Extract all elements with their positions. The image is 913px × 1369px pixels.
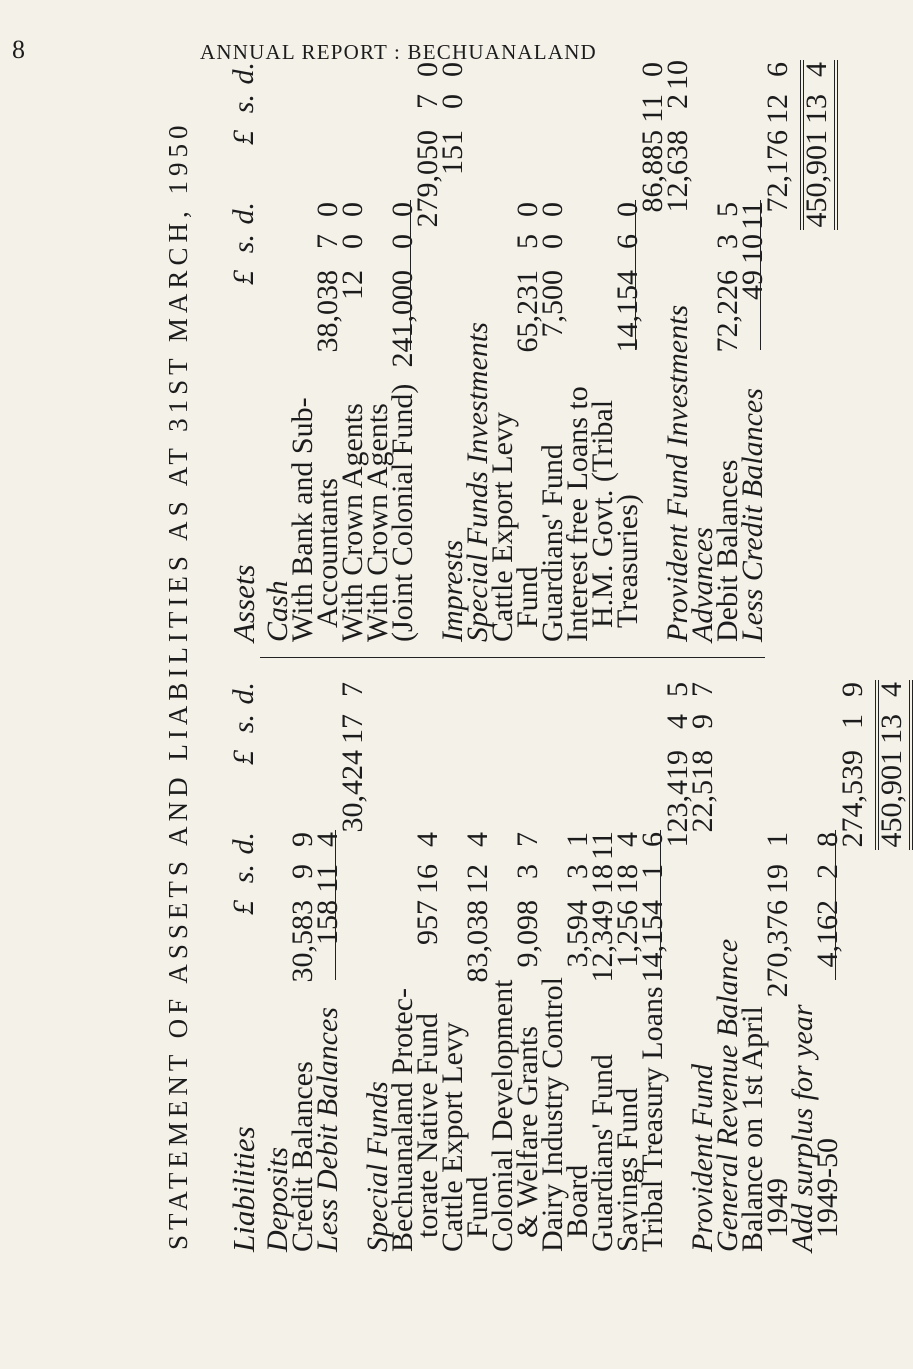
amount-pounds: 274,539 [836,750,869,848]
amount-shillings: 0 [536,234,569,249]
amount-pounds: 86,885 [636,130,669,213]
statement-table [155,30,908,1270]
amount-pounds: 123,419 [661,750,694,848]
row-label: Special Funds Investments [461,322,494,642]
amount-pence: 6 [636,832,669,847]
amount-shillings: 0 [386,234,419,249]
grand-total-rule [909,680,910,850]
amount-pence: 4 [411,832,444,847]
currency-shillings-header: s. [227,94,260,114]
row-label: Accountants [311,478,344,628]
currency-pence-header: d. [227,832,260,855]
row-label: Imprests [436,539,469,642]
amount-pence: 6 [761,62,794,77]
amount-shillings: 7 [311,234,344,249]
liabilities-heading: Liabilities [226,1126,261,1252]
row-label: Board [561,1164,594,1238]
row-label: Less Debit Balances [311,1007,344,1252]
amount-pounds: 65,231 [511,270,544,353]
amount-pounds: 22,518 [686,750,719,833]
amount-pounds: 241,000 [386,270,419,368]
amount-shillings: 0 [336,234,369,249]
amount-shillings: 11 [636,94,669,123]
row-label: 1949 [761,1178,794,1238]
row-label: Cattle Export Levy [486,412,519,642]
row-label: H.M. Govt. (Tribal [586,399,619,628]
row-label: Guardians' Fund [586,1054,619,1252]
amount-pounds: 72,226 [711,270,744,353]
amount-pence: 0 [411,62,444,77]
amount-pence: 4 [311,832,344,847]
running-title: ANNUAL REPORT : BECHUANALAND [200,40,597,64]
amount-pence: 0 [636,62,669,77]
amount-pounds: 30,424 [336,750,369,833]
row-label: Special Funds [361,1081,394,1252]
amount-pence: 11 [736,201,769,230]
row-label: Fund [461,1176,494,1238]
amount-pounds: 1,256 [611,900,644,968]
row-label: & Welfare Grants [511,1026,544,1238]
currency-shillings-header: s. [227,864,260,884]
statement-title: STATEMENT OF ASSETS AND LIABILITIES AS AT 31ST MARCH, 1950 [163,120,193,1250]
row-label: Dairy Industry Control [536,977,569,1252]
amount-pence: 5 [711,202,744,217]
currency-pence-header: d. [227,202,260,225]
amount-shillings: 13 [875,714,908,744]
amount-shillings: 7 [411,94,444,109]
amount-pence: 5 [661,682,694,697]
currency-pence-header: d. [227,62,260,85]
amount-shillings: 2 [661,94,694,109]
row-label: Cash [261,580,294,642]
amount-pounds: 72,176 [761,130,794,213]
amount-pence: 0 [611,202,644,217]
subtotal-rule [660,830,661,980]
currency-pounds-header: £ [227,750,260,765]
amount-pence: 1 [561,832,594,847]
subtotal-rule [335,830,336,980]
amount-pounds: 12,349 [586,900,619,983]
amount-pounds: 12 [336,270,369,300]
amount-shillings: 4 [661,714,694,729]
amount-pounds: 4,162 [811,900,844,968]
amount-pence: 4 [875,682,908,697]
amount-pence: 7 [336,682,369,697]
amount-pence: 7 [511,832,544,847]
amount-pounds: 450,901 [875,750,908,848]
amount-pence: 1 [761,832,794,847]
amount-pence: 7 [686,682,719,697]
currency-pounds-header: £ [227,900,260,915]
amount-pounds: 450,901 [800,130,833,228]
currency-pounds-header: £ [227,270,260,285]
row-label: With Bank and Sub- [286,397,319,642]
amount-shillings: 16 [411,864,444,894]
amount-shillings: 18 [586,864,619,894]
row-label: Debit Balances [711,459,744,642]
amount-shillings: 13 [800,94,833,124]
amount-shillings: 11 [311,864,344,893]
row-label: Fund [511,566,544,628]
amount-pence: 0 [536,202,569,217]
amount-shillings: 5 [511,234,544,249]
amount-shillings: 17 [336,714,369,744]
amount-pence: 0 [436,62,469,77]
row-label: Cattle Export Levy [436,1022,469,1252]
row-label: Provident Fund Investments [661,304,694,642]
row-label: Savings Fund [611,1087,644,1252]
amount-pence: 4 [461,832,494,847]
currency-pounds-header: £ [227,130,260,145]
amount-pence: 11 [586,831,619,860]
amount-pounds: 14,154 [636,900,669,983]
amount-pounds: 7,500 [536,270,569,338]
row-label: General Revenue Balance [711,938,744,1252]
amount-pence: 8 [811,832,844,847]
row-label: Less Credit Balances [736,388,769,642]
subtotal-rule [835,830,836,980]
row-label: Colonial Development [486,979,519,1252]
column-divider [260,657,765,658]
row-label: Provident Fund [686,1063,719,1252]
amount-shillings: 0 [436,94,469,109]
row-label: Balance on 1st April [736,1006,769,1252]
amount-pounds: 151 [436,130,469,175]
amount-shillings: 12 [461,864,494,894]
amount-pence: 0 [311,202,344,217]
row-label: Deposits [261,1147,294,1252]
row-label: Advances [686,527,719,642]
row-label: torate Native Fund [411,1013,444,1238]
amount-pounds: 279,050 [411,130,444,228]
currency-shillings-header: s. [227,714,260,734]
amount-shillings: 6 [611,234,644,249]
amount-shillings: 19 [761,864,794,894]
amount-pounds: 158 [311,900,344,945]
currency-shillings-header: s. [227,234,260,254]
amount-pounds: 9,098 [511,900,544,968]
amount-pounds: 83,038 [461,900,494,983]
amount-shillings: 3 [561,864,594,879]
row-label: Add surplus for year [786,1004,819,1252]
amount-pounds: 14,154 [611,270,644,353]
amount-shillings: 1 [836,714,869,729]
row-label: With Crown Agents [361,403,394,642]
amount-pence: 9 [286,832,319,847]
row-label: (Joint Colonial Fund) [386,383,419,642]
amount-pounds: 12,638 [661,130,694,213]
amount-shillings: 9 [286,864,319,879]
amount-pence: 0 [511,202,544,217]
amount-shillings: 18 [611,864,644,894]
amount-pounds: 49 [736,270,769,300]
amount-shillings: 3 [511,864,544,879]
amount-pence: 4 [611,832,644,847]
row-label: Treasuries) [611,494,644,628]
amount-shillings: 3 [711,234,744,249]
grand-total-rule [834,60,835,230]
amount-pounds: 270,376 [761,900,794,998]
amount-shillings: 12 [761,94,794,124]
amount-shillings: 10 [736,234,769,264]
amount-pounds: 3,594 [561,900,594,968]
currency-pence-header: d. [227,682,260,705]
amount-shillings: 9 [686,714,719,729]
amount-pounds: 38,038 [311,270,344,353]
row-label: Guardians' Fund [536,444,569,642]
assets-heading: Assets [226,564,261,642]
grand-total-rule [837,60,838,230]
row-label: Bechuanaland Protec- [386,987,419,1252]
row-label: With Crown Agents [336,403,369,642]
amount-pence: 0 [386,202,419,217]
amount-pence: 9 [836,682,869,697]
amount-shillings: 2 [811,864,844,879]
amount-pence: 0 [336,202,369,217]
row-label: 1949-50 [811,1138,844,1238]
row-label: Tribal Treasury Loans [636,986,669,1252]
amount-pounds: 957 [411,900,444,945]
amount-pence: 10 [661,60,694,90]
page-number: 8 [12,35,25,64]
row-label: Interest free Loans to [561,386,594,642]
amount-shillings: 1 [636,864,669,879]
amount-pounds: 30,583 [286,900,319,983]
row-label: Credit Balances [286,1061,319,1252]
amount-pence: 4 [800,62,833,77]
